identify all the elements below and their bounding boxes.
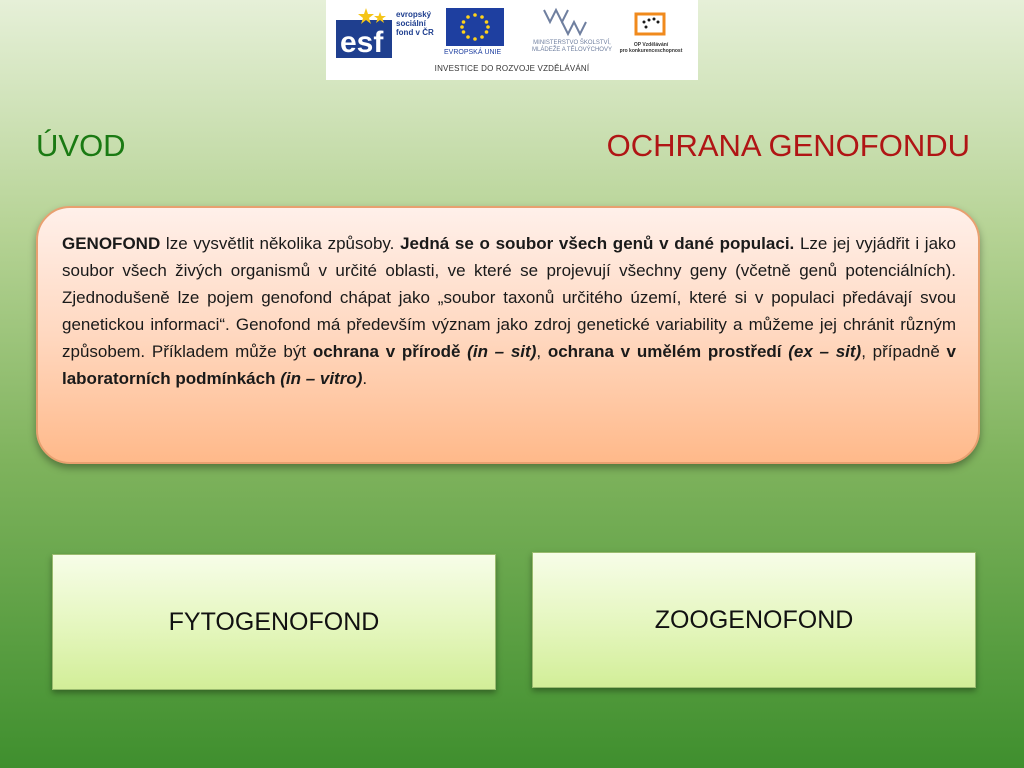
op-label: OP Vzdělávání pro konkurenceschopnost <box>619 42 683 54</box>
op-logo-icon <box>632 10 668 38</box>
section-title: ÚVOD <box>36 128 126 163</box>
zoogenofond-label: ZOOGENOFOND <box>654 605 854 634</box>
definition-text: GENOFOND lze vysvětlit několika způsoby. Jedná se o soubor všech genů v dané populaci. Lze jej vyjádřit i jako soubor všech živých organismů v určité oblasti, ve které se projevují všechny geny (včetně genů potenciálních). Zjednodušeně lze pojem genofond chápat jako „soubor taxonů určitého území, které si v populaci předávají svou genetickou informaci“. Genofond má především význam jako zdroj genetické variability a můžeme jej chránit různým způsobem. Příkladem může být ochrana v přírodě (in – sit), ochrana v umělém prostředí (ex – sit), případně v laboratorních podmínkách (in – vitro). <box>62 234 956 388</box>
fytogenofond-label: FYTOGENOFOND <box>168 607 380 636</box>
eu-label: EVROPSKÁ UNIE <box>444 49 502 56</box>
esf-label: evropský sociální fond v ČR <box>396 10 434 37</box>
term: GENOFOND <box>62 234 161 253</box>
msmt-label: MINISTERSTVO ŠKOLSTVÍ, MLÁDEŽE A TĚLOVÝCHOVY <box>532 40 612 53</box>
banner-footer: INVESTICE DO ROZVOJE VZDĚLÁVÁNÍ <box>434 64 590 73</box>
definition-box <box>36 206 980 464</box>
svg-text:esf: esf <box>340 26 384 58</box>
logo-banner <box>326 0 698 80</box>
eu-flag-icon <box>446 8 504 46</box>
slide-title: OCHRANA GENOFONDU <box>606 128 970 163</box>
msmt-logo-icon <box>540 6 590 38</box>
fytogenofond-box[interactable] <box>52 554 496 690</box>
zoogenofond-box[interactable] <box>532 552 976 688</box>
esf-logo-icon <box>336 6 392 58</box>
